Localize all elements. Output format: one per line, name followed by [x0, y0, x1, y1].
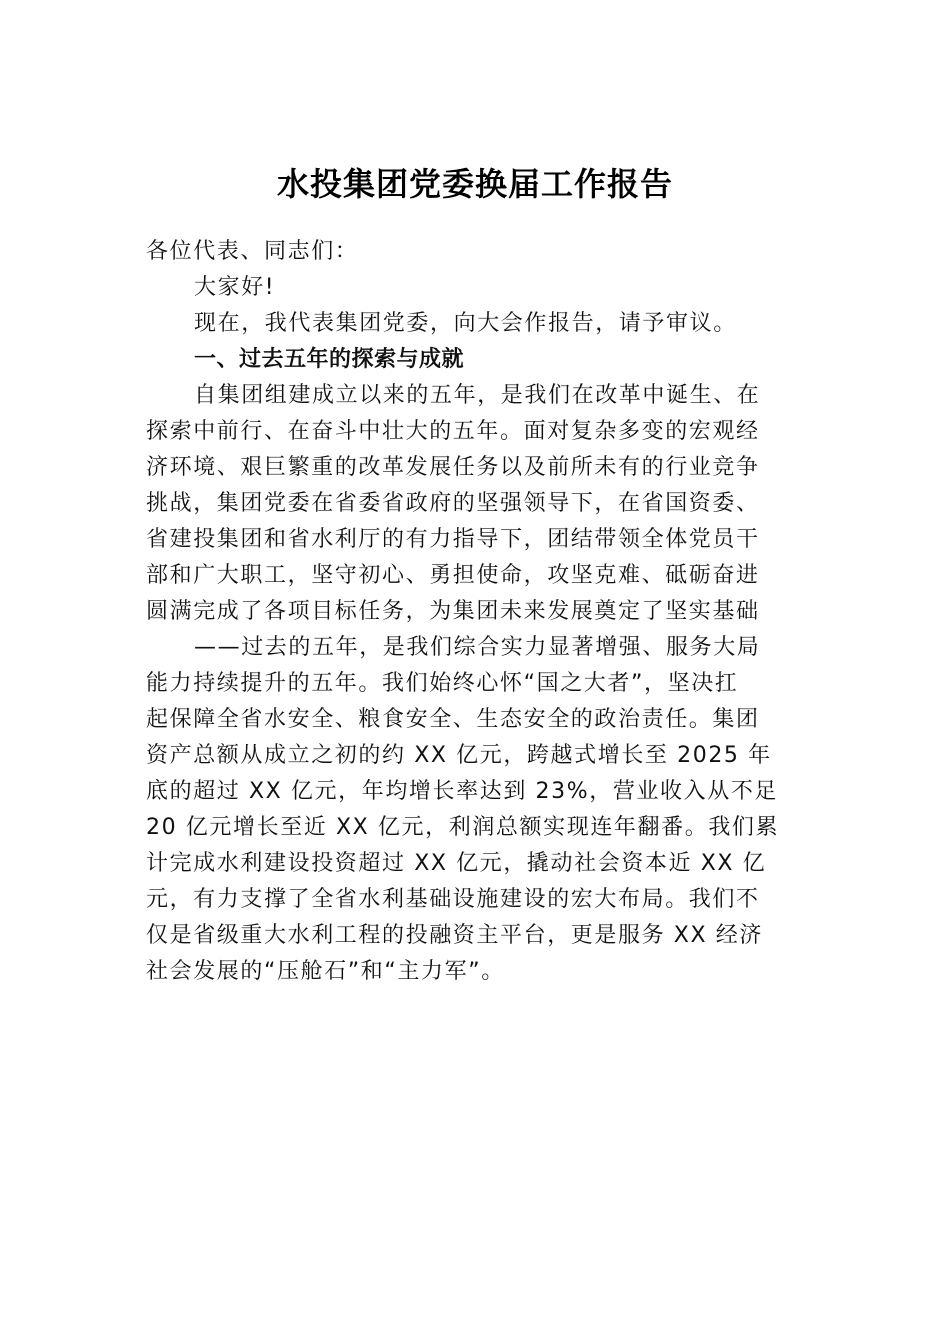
paragraph-line: 挑战，集团党委在省委省政府的坚强领导下，在省国资委、: [146, 491, 760, 516]
paragraph-line: 仅是省级重大水利工程的投融资主平台，更是服务 XX 经济: [146, 923, 763, 948]
paragraph-line: 计完成水利建设投资超过 XX 亿元，撬动社会资本近 XX 亿: [146, 851, 767, 876]
paragraph-line: 资产总额从成立之初的约 XX 亿元，跨越式增长至 2025 年: [146, 743, 772, 768]
paragraph-line: 元，有力支撑了全省水利基础设施建设的宏大布局。我们不: [146, 887, 760, 912]
salutation: 各位代表、同志们：: [146, 239, 359, 264]
paragraph-line: 底的超过 XX 亿元，年均增长率达到 23%，营业收入从不足: [146, 779, 779, 804]
paragraph-line: 省建投集团和省水利厅的有力指导下，团结带领全体党员干: [146, 527, 760, 552]
paragraph-line: 济环境、艰巨繁重的改革发展任务以及前所未有的行业竞争: [146, 455, 760, 480]
document-body: [146, 234, 810, 990]
paragraph-line: 20 亿元增长至近 XX 亿元，利润总额实现连年翻番。我们累: [146, 815, 780, 840]
paragraph-line: 自集团组建成立以来的五年，是我们在改革中诞生、在: [194, 383, 761, 408]
paragraph-line: 起保障全省水安全、粮食安全、生态安全的政治责任。集团: [146, 707, 760, 732]
greeting: 大家好!: [194, 275, 276, 300]
paragraph-1: [146, 378, 810, 630]
paragraph-line: 部和广大职工，坚守初心、勇担使命，攻坚克难、砥砺奋进: [146, 563, 760, 588]
paragraph-line: 社会发展的“压舱石”和“主力军”。: [146, 959, 505, 984]
paragraph-line: 探索中前行、在奋斗中壮大的五年。面对复杂多变的宏观经: [146, 419, 760, 444]
section-heading-1: 一、过去五年的探索与成就: [194, 347, 465, 372]
paragraph-2: [146, 630, 810, 990]
paragraph-line: 圆满完成了各项目标任务，为集团未来发展奠定了坚实基础: [146, 599, 760, 624]
paragraph-line: ——过去的五年，是我们综合实力显著增强、服务大局: [194, 635, 761, 660]
document-title: 水投集团党委换届工作报告: [276, 165, 673, 203]
intro-paragraph: 现在，我代表集团党委，向大会作报告，请予审议。: [194, 311, 737, 336]
paragraph-line: 能力持续提升的五年。我们始终心怀“国之大者”，坚决扛: [146, 671, 739, 696]
